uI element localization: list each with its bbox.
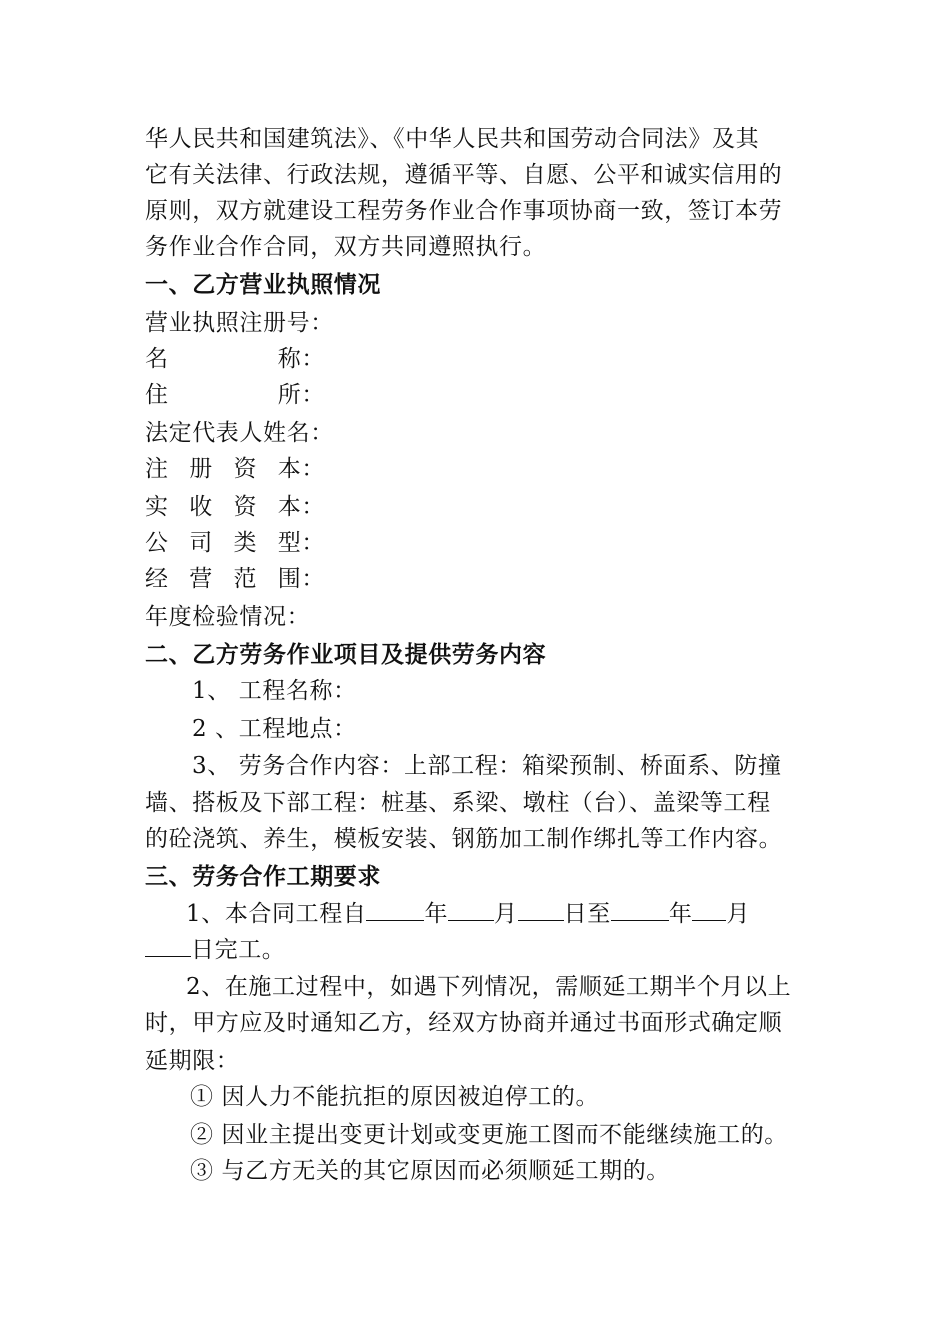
completion-label: 日完工。 <box>191 937 286 963</box>
project-location-label: 2 、工程地点： <box>192 716 357 742</box>
intro-line-3: 原则，双方就建设工程劳务作业合作事项协商一致，签订本劳 <box>145 198 783 224</box>
period-line-1 <box>186 898 750 929</box>
business-scope-char-4: 围： <box>277 566 325 592</box>
address-label-char-1: 住 <box>145 382 169 408</box>
paid-capital-char-1: 实 <box>145 494 169 520</box>
address-label-char-2: 所： <box>277 382 325 408</box>
intro-line-2: 它有关法律、行政法规，遵循平等、自愿、公平和诚实信用的 <box>145 162 783 188</box>
labor-content-line-1: 3、 劳务合作内容：上部工程：箱梁预制、桥面系、防撞 <box>192 753 782 779</box>
name-label-char-2: 称： <box>277 346 325 372</box>
paid-capital-char-3: 资 <box>233 494 258 520</box>
paid-capital-char-2: 收 <box>189 494 213 520</box>
start-month-blank[interactable] <box>448 898 494 921</box>
reg-capital-char-1: 注 <box>145 456 169 482</box>
company-type-label <box>145 528 325 558</box>
name-label-char-1: 名 <box>145 346 169 372</box>
section1-heading: 一、乙方营业执照情况 <box>145 271 381 298</box>
case-item-3: ③ 与乙方无关的其它原因而必须顺延工期的。 <box>190 1158 670 1184</box>
reg-capital-label <box>145 454 325 484</box>
year-label: 年 <box>424 901 449 927</box>
section3-heading: 三、劳务合作工期要求 <box>145 863 381 890</box>
day-to-label: 日至 <box>563 901 611 927</box>
reg-capital-char-2: 册 <box>189 456 213 482</box>
name-label <box>145 344 325 374</box>
end-year-label: 年 <box>668 901 693 927</box>
start-year-blank[interactable] <box>366 898 424 921</box>
business-scope-char-2: 营 <box>189 566 213 592</box>
end-month-blank[interactable] <box>692 898 726 921</box>
end-month-label: 月 <box>726 901 751 927</box>
period-start-label: 1、本合同工程自 <box>186 901 367 927</box>
extension-line-1: 2、在施工过程中，如遇下列情况，需顺延工期半个月以上 <box>186 974 792 1000</box>
start-day-blank[interactable] <box>518 898 564 921</box>
end-year-blank[interactable] <box>611 898 669 921</box>
case-item-1: ① 因人力不能抗拒的原因被迫停工的。 <box>190 1084 600 1110</box>
legal-rep-label: 法定代表人姓名： <box>145 420 334 446</box>
period-line-2 <box>145 934 285 965</box>
company-type-char-3: 类 <box>233 530 258 556</box>
paid-capital-char-4: 本： <box>277 494 325 520</box>
business-scope-char-3: 范 <box>233 566 258 592</box>
annual-inspection-label: 年度检验情况： <box>145 604 311 630</box>
company-type-char-4: 型： <box>277 530 325 556</box>
extension-line-2: 时，甲方应及时通知乙方，经双方协商并通过书面形式确定顺 <box>145 1010 783 1036</box>
labor-content-line-2: 墙、搭板及下部工程：桩基、系梁、墩柱（台）、盖梁等工程 <box>145 790 771 816</box>
company-type-char-2: 司 <box>189 530 213 556</box>
intro-line-4: 务作业合作合同，双方共同遵照执行。 <box>145 234 547 260</box>
paid-capital-label <box>145 492 325 522</box>
reg-no-label: 营业执照注册号： <box>145 310 334 336</box>
end-day-blank[interactable] <box>145 934 191 957</box>
reg-capital-char-4: 本： <box>277 456 325 482</box>
month-label: 月 <box>494 901 518 927</box>
extension-line-3: 延期限： <box>145 1048 240 1074</box>
reg-capital-char-3: 资 <box>233 456 258 482</box>
case-item-2: ② 因业主提出变更计划或变更施工图而不能继续施工的。 <box>190 1122 788 1148</box>
intro-line-1: 华人民共和国建筑法》、《中华人民共和国劳动合同法》及其 <box>145 126 760 152</box>
company-type-char-1: 公 <box>145 530 169 556</box>
address-label <box>145 380 325 410</box>
business-scope-label <box>145 564 325 594</box>
section2-heading: 二、乙方劳务作业项目及提供劳务内容 <box>145 641 547 668</box>
labor-content-line-3: 的砼浇筑、养生，模板安装、钢筋加工制作绑扎等工作内容。 <box>145 826 783 852</box>
business-scope-char-1: 经 <box>145 566 169 592</box>
project-name-label: 1、 工程名称： <box>192 678 357 704</box>
